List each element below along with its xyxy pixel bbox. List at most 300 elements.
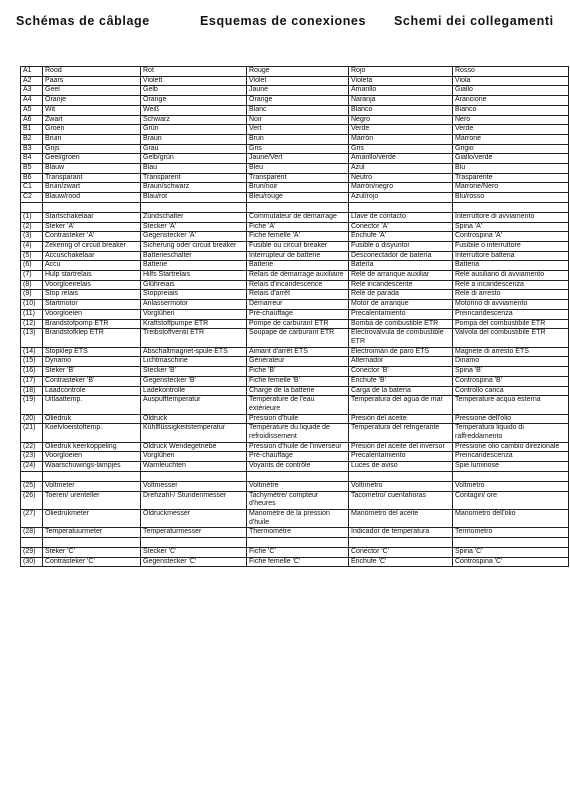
german-cell: Rot	[141, 67, 247, 77]
code-cell: A1	[21, 67, 43, 77]
spanish-cell: Electroimán de paro ETS	[349, 347, 453, 357]
dutch-cell: Stopklep ETS	[43, 347, 141, 357]
german-cell: Blau/rot	[141, 193, 247, 203]
french-cell: Noir	[247, 115, 349, 125]
spanish-cell: Temperatura del refrigerante	[349, 424, 453, 442]
spanish-cell: Alternador	[349, 357, 453, 367]
table-row	[21, 357, 569, 367]
dutch-cell: Accu	[43, 261, 141, 271]
dutch-cell: Steker 'A'	[43, 222, 141, 232]
dutch-cell: Zwart	[43, 115, 141, 125]
dutch-cell: Voorgloeien	[43, 452, 141, 462]
italian-cell: Temperature acqua esterna	[453, 396, 569, 414]
dutch-cell: Oranje	[43, 96, 141, 106]
code-cell: A6	[21, 115, 43, 125]
spanish-cell: Naranja	[349, 96, 453, 106]
dutch-cell: Voorgloeien	[43, 309, 141, 319]
spanish-cell: Enchufe 'B'	[349, 376, 453, 386]
french-cell: Fiche femelle 'B'	[247, 376, 349, 386]
spanish-cell: Electroválvula de combustible ETR	[349, 329, 453, 347]
table-row	[21, 134, 569, 144]
italian-cell: Temperatura liquido di raffreddamento	[453, 424, 569, 442]
table-row	[21, 528, 569, 538]
dutch-cell: Brandstofpomp ETR	[43, 319, 141, 329]
german-cell: Öldruck	[141, 414, 247, 424]
french-cell: Relais d'incandescence	[247, 280, 349, 290]
german-cell	[141, 471, 247, 481]
italian-cell: Spina 'A'	[453, 222, 569, 232]
table-row	[21, 125, 569, 135]
spanish-cell: Relé incandescente	[349, 280, 453, 290]
italian-cell: Arancione	[453, 96, 569, 106]
code-cell: B2	[21, 134, 43, 144]
dutch-cell: Rood	[43, 67, 141, 77]
code-cell: B4	[21, 154, 43, 164]
italian-cell: Marrone/Nero	[453, 183, 569, 193]
italian-cell: Spie luminose	[453, 462, 569, 472]
code-cell: A2	[21, 76, 43, 86]
german-cell: Gegenstecker 'C'	[141, 557, 247, 567]
table-row	[21, 183, 569, 193]
dutch-cell: Blauw/rood	[43, 193, 141, 203]
spanish-cell: Fusible o disyuntor	[349, 241, 453, 251]
italian-cell: Interruttore di avviamento	[453, 212, 569, 222]
french-cell: Jaune	[247, 86, 349, 96]
spanish-cell: Verde	[349, 125, 453, 135]
french-cell: Fiche femelle 'C'	[247, 557, 349, 567]
spanish-cell: Conector 'C'	[349, 548, 453, 558]
italian-cell: Dinamo	[453, 357, 569, 367]
german-cell: Sicherung oder circuit breaker	[141, 241, 247, 251]
german-cell: Stecker 'A'	[141, 222, 247, 232]
table-row	[21, 347, 569, 357]
code-cell: (14)	[21, 347, 43, 357]
french-cell: Pression d'huile	[247, 414, 349, 424]
dutch-cell: Bruin	[43, 134, 141, 144]
code-cell: (16)	[21, 367, 43, 377]
table-row	[21, 309, 569, 319]
dutch-cell: Geel/groen	[43, 154, 141, 164]
table-row	[21, 96, 569, 106]
spanish-cell: Conector 'A'	[349, 222, 453, 232]
french-cell: Fiche 'C'	[247, 548, 349, 558]
italian-cell: Termometro	[453, 528, 569, 538]
french-cell: Pression d'huile de l'inverseur	[247, 442, 349, 452]
german-cell: Voltmesser	[141, 481, 247, 491]
dutch-cell	[43, 538, 141, 548]
italian-cell: Rosso	[453, 67, 569, 77]
german-cell: Gegenstecker 'B'	[141, 376, 247, 386]
code-cell: C1	[21, 183, 43, 193]
german-cell: Gelb/grün	[141, 154, 247, 164]
italian-cell: Pressione dell'olio	[453, 414, 569, 424]
spanish-cell: Manómetro del aceite	[349, 509, 453, 527]
spanish-cell: Amarillo/verde	[349, 154, 453, 164]
french-cell: Relais d'arrêt	[247, 290, 349, 300]
italian-cell: Pressione olio cambio direzionale	[453, 442, 569, 452]
table-row	[21, 481, 569, 491]
italian-cell	[453, 538, 569, 548]
table-row	[21, 557, 569, 567]
dutch-cell: Toeren/ urenteller	[43, 491, 141, 509]
german-cell: Gegenstecker 'A'	[141, 232, 247, 242]
table-row	[21, 386, 569, 396]
code-cell: (13)	[21, 329, 43, 347]
french-cell: Pré-chauffage	[247, 452, 349, 462]
french-cell: Température du liquide de refroidissement	[247, 424, 349, 442]
dutch-cell: Temperatuurmeter	[43, 528, 141, 538]
german-cell: Öldruckmesser	[141, 509, 247, 527]
code-cell: (28)	[21, 528, 43, 538]
dutch-cell: Groen	[43, 125, 141, 135]
table-row	[21, 462, 569, 472]
code-cell: (18)	[21, 386, 43, 396]
german-cell: Vorglühen	[141, 452, 247, 462]
french-cell: Vert	[247, 125, 349, 135]
spanish-cell: Desconectador de batería	[349, 251, 453, 261]
german-cell: Anlassermotor	[141, 300, 247, 310]
spanish-cell: Relé de arranque auxiliar	[349, 271, 453, 281]
dutch-cell: Paars	[43, 76, 141, 86]
table-row	[21, 222, 569, 232]
french-cell: Bleu	[247, 164, 349, 174]
dutch-cell: Startmotor	[43, 300, 141, 310]
code-cell: (4)	[21, 241, 43, 251]
german-cell: Drehzahl-/ Stundenmesser	[141, 491, 247, 509]
spanish-cell: Llave de contacto	[349, 212, 453, 222]
table-row	[21, 144, 569, 154]
table-row	[21, 86, 569, 96]
code-cell: B5	[21, 164, 43, 174]
code-cell: B3	[21, 144, 43, 154]
german-cell	[141, 202, 247, 212]
spanish-cell: Relé de parada	[349, 290, 453, 300]
italian-cell: Spina 'B'	[453, 367, 569, 377]
german-cell: Schwarz	[141, 115, 247, 125]
spanish-cell: Blanco	[349, 105, 453, 115]
table-row	[21, 241, 569, 251]
french-cell: Pré-chauffage	[247, 309, 349, 319]
spanish-cell: Marrón/negro	[349, 183, 453, 193]
spanish-cell: Luces de aviso	[349, 462, 453, 472]
table-row	[21, 329, 569, 347]
dutch-cell: Koelvloeistoftemp.	[43, 424, 141, 442]
italian-cell: Valvola del combustibile ETR	[453, 329, 569, 347]
italian-cell: Pompa del combustibile ETR	[453, 319, 569, 329]
dutch-cell: Contrasteker 'C'	[43, 557, 141, 567]
spanish-cell	[349, 471, 453, 481]
spanish-cell: Presión del aceite del inversor	[349, 442, 453, 452]
dutch-cell: Geel	[43, 86, 141, 96]
french-cell: Rouge	[247, 67, 349, 77]
table-row	[21, 509, 569, 527]
italian-cell: Trasparente	[453, 173, 569, 183]
table-row	[21, 452, 569, 462]
german-cell: Stecker 'C'	[141, 548, 247, 558]
german-cell: Batterieschalter	[141, 251, 247, 261]
table-row	[21, 202, 569, 212]
italian-cell: Batteria	[453, 261, 569, 271]
code-cell: (10)	[21, 300, 43, 310]
dutch-cell: Voorgloeirelais	[43, 280, 141, 290]
table-row	[21, 319, 569, 329]
german-cell: Temperaturmesser	[141, 528, 247, 538]
code-cell: (9)	[21, 290, 43, 300]
italian-cell: Relè a incandescenza	[453, 280, 569, 290]
italian-cell: Controspina 'B'	[453, 376, 569, 386]
italian-cell: Voltmetro	[453, 481, 569, 491]
code-cell: C2	[21, 193, 43, 203]
spanish-cell: Enchufe 'A'	[349, 232, 453, 242]
wiring-table-body	[21, 67, 569, 567]
german-cell: Gelb	[141, 86, 247, 96]
italian-cell: Interruttore batteria	[453, 251, 569, 261]
table-row	[21, 367, 569, 377]
dutch-cell: Waarschuwings-lampjes	[43, 462, 141, 472]
italian-cell: Verde	[453, 125, 569, 135]
french-cell: Fiche femelle 'A'	[247, 232, 349, 242]
code-cell: (29)	[21, 548, 43, 558]
table-row	[21, 115, 569, 125]
code-cell: (26)	[21, 491, 43, 509]
table-row	[21, 164, 569, 174]
code-cell	[21, 471, 43, 481]
french-cell: Aimant d'arrêt ETS	[247, 347, 349, 357]
header-title-it: Schemi dei collegamenti	[394, 14, 554, 28]
french-cell: Jaune/Vert	[247, 154, 349, 164]
code-cell: (8)	[21, 280, 43, 290]
spanish-cell: Neutro	[349, 173, 453, 183]
code-cell: A3	[21, 86, 43, 96]
table-row	[21, 491, 569, 509]
code-cell: (17)	[21, 376, 43, 386]
italian-cell: Nero	[453, 115, 569, 125]
spanish-cell	[349, 538, 453, 548]
spanish-cell: Azul/rojo	[349, 193, 453, 203]
italian-cell: Manometro dell'olio	[453, 509, 569, 527]
spanish-cell: Marrón	[349, 134, 453, 144]
french-cell: Pompe de carburant ETR	[247, 319, 349, 329]
spanish-cell: Amarillo	[349, 86, 453, 96]
spanish-cell: Precalentamiento	[349, 452, 453, 462]
table-row	[21, 280, 569, 290]
spanish-cell: Batería	[349, 261, 453, 271]
french-cell: Relais de démarrage auxiliaire	[247, 271, 349, 281]
table-row	[21, 290, 569, 300]
table-row	[21, 212, 569, 222]
spanish-cell: Carga de la batería	[349, 386, 453, 396]
italian-cell: Controllo carica	[453, 386, 569, 396]
dutch-cell: Oliedruk keerkoppeling	[43, 442, 141, 452]
dutch-cell: Oliedruk	[43, 414, 141, 424]
dutch-cell	[43, 202, 141, 212]
french-cell: Violet	[247, 76, 349, 86]
french-cell: Fusible ou circuit breaker	[247, 241, 349, 251]
spanish-cell: Enchufe 'C'	[349, 557, 453, 567]
italian-cell: Controspina 'A'	[453, 232, 569, 242]
italian-cell: Relè ausiliario di avviamento	[453, 271, 569, 281]
spanish-cell: Tacómetro/ cuentahoras	[349, 491, 453, 509]
code-cell: B6	[21, 173, 43, 183]
german-cell: Öldruck Wendegetriebe	[141, 442, 247, 452]
italian-cell	[453, 471, 569, 481]
spanish-cell: Presión del aceite	[349, 414, 453, 424]
french-cell: Brun/noir	[247, 183, 349, 193]
german-cell: Glühreiais	[141, 280, 247, 290]
italian-cell: Giallo/verde	[453, 154, 569, 164]
german-cell: Zündschalter	[141, 212, 247, 222]
french-cell: Voltmètre	[247, 481, 349, 491]
italian-cell: Blu	[453, 164, 569, 174]
table-row	[21, 471, 569, 481]
dutch-cell: Steker 'C'	[43, 548, 141, 558]
german-cell: Grau	[141, 144, 247, 154]
table-row	[21, 396, 569, 414]
spanish-cell: Gris	[349, 144, 453, 154]
code-cell: (1)	[21, 212, 43, 222]
italian-cell: Bianco	[453, 105, 569, 115]
dutch-cell: Steker 'B'	[43, 367, 141, 377]
code-cell: (23)	[21, 452, 43, 462]
french-cell: Orange	[247, 96, 349, 106]
spanish-cell: Temperatura del agua de mar	[349, 396, 453, 414]
dutch-cell: Transparant	[43, 173, 141, 183]
table-row	[21, 154, 569, 164]
italian-cell: Controspina 'C'	[453, 557, 569, 567]
italian-cell: Blu/rosso	[453, 193, 569, 203]
header-title-fr: Schémas de câblage	[16, 14, 150, 28]
german-cell: Weiß	[141, 105, 247, 115]
code-cell: (11)	[21, 309, 43, 319]
german-cell: Warnleuchten	[141, 462, 247, 472]
italian-cell: Preincandescenza	[453, 309, 569, 319]
table-row	[21, 232, 569, 242]
code-cell: (22)	[21, 442, 43, 452]
italian-cell: Contagiri/ ore	[453, 491, 569, 509]
french-cell: Bleu/rouge	[247, 193, 349, 203]
table-row	[21, 193, 569, 203]
french-cell: Soupape de carburant ETR	[247, 329, 349, 347]
spanish-cell: Bomba de combustible ETR	[349, 319, 453, 329]
italian-cell: Relè di arresto	[453, 290, 569, 300]
code-cell: (2)	[21, 222, 43, 232]
spanish-cell: Azul	[349, 164, 453, 174]
dutch-cell: Contrasteker 'B'	[43, 376, 141, 386]
code-cell: (20)	[21, 414, 43, 424]
german-cell: Braun/schwarz	[141, 183, 247, 193]
dutch-cell: Stop relais	[43, 290, 141, 300]
table-row	[21, 548, 569, 558]
dutch-cell: Laadcontrole	[43, 386, 141, 396]
spanish-cell: Indicador de temperatura	[349, 528, 453, 538]
french-cell: Fiche 'A'	[247, 222, 349, 232]
code-cell: (3)	[21, 232, 43, 242]
code-cell: A4	[21, 96, 43, 106]
dutch-cell	[43, 471, 141, 481]
french-cell: Démarreur	[247, 300, 349, 310]
code-cell: B1	[21, 125, 43, 135]
code-cell: (19)	[21, 396, 43, 414]
code-cell: (21)	[21, 424, 43, 442]
dutch-cell: Uitlaattemp.	[43, 396, 141, 414]
german-cell: Kühlflüssigkeitstemperatur	[141, 424, 247, 442]
german-cell: Grün	[141, 125, 247, 135]
dutch-cell: Brandstofklep ETR	[43, 329, 141, 347]
table-row	[21, 173, 569, 183]
dutch-cell: Bruin/zwart	[43, 183, 141, 193]
french-cell: Manomètre de la pression d'huile	[247, 509, 349, 527]
french-cell: Voyants de contrôle	[247, 462, 349, 472]
italian-cell	[453, 202, 569, 212]
french-cell: Charge de la batterie	[247, 386, 349, 396]
spanish-cell: Rojo	[349, 67, 453, 77]
dutch-cell: Grijs	[43, 144, 141, 154]
german-cell: Vorglühen	[141, 309, 247, 319]
code-cell: (7)	[21, 271, 43, 281]
dutch-cell: Startschakelaar	[43, 212, 141, 222]
code-cell: (30)	[21, 557, 43, 567]
dutch-cell: Accuschakelaar	[43, 251, 141, 261]
german-cell	[141, 538, 247, 548]
german-cell: Hilfs Startrelais	[141, 271, 247, 281]
page-header	[16, 14, 570, 36]
table-row	[21, 538, 569, 548]
dutch-cell: Contrasteker 'A'	[43, 232, 141, 242]
table-row	[21, 261, 569, 271]
french-cell	[247, 471, 349, 481]
italian-cell: Motorino di avviamento	[453, 300, 569, 310]
code-cell: (6)	[21, 261, 43, 271]
spanish-cell: Conector 'B'	[349, 367, 453, 377]
table-row	[21, 424, 569, 442]
french-cell: Gris	[247, 144, 349, 154]
code-cell: (24)	[21, 462, 43, 472]
italian-cell: Marrone	[453, 134, 569, 144]
table-row	[21, 251, 569, 261]
french-cell	[247, 202, 349, 212]
dutch-cell: Zekering of circuit breaker	[43, 241, 141, 251]
french-cell: Batterie	[247, 261, 349, 271]
french-cell: Tachymètre/ compteur d'heures	[247, 491, 349, 509]
german-cell: Stoppreiais	[141, 290, 247, 300]
italian-cell: Preincandescenza	[453, 452, 569, 462]
german-cell: Treibstoffventil ETR	[141, 329, 247, 347]
german-cell: Abschaltmagnet-spule ETS	[141, 347, 247, 357]
code-cell	[21, 202, 43, 212]
french-cell: Blanc	[247, 105, 349, 115]
table-row	[21, 76, 569, 86]
dutch-cell: Voltmeter	[43, 481, 141, 491]
german-cell: Auspufftemperatur	[141, 396, 247, 414]
french-cell: Température de l'eau extérieure	[247, 396, 349, 414]
table-row	[21, 442, 569, 452]
code-cell: (27)	[21, 509, 43, 527]
french-cell: Thermomètre	[247, 528, 349, 538]
french-cell: Générateur	[247, 357, 349, 367]
table-row	[21, 414, 569, 424]
table-row	[21, 376, 569, 386]
italian-cell: Fusibile o interruttore	[453, 241, 569, 251]
french-cell: Brun	[247, 134, 349, 144]
spanish-cell: Voltímetro	[349, 481, 453, 491]
french-cell	[247, 538, 349, 548]
german-cell: Ladekontrolle	[141, 386, 247, 396]
german-cell: Blau	[141, 164, 247, 174]
table-row	[21, 300, 569, 310]
code-cell: (5)	[21, 251, 43, 261]
dutch-cell: Hulp startrelais	[43, 271, 141, 281]
dutch-cell: Oliedrukmeter	[43, 509, 141, 527]
